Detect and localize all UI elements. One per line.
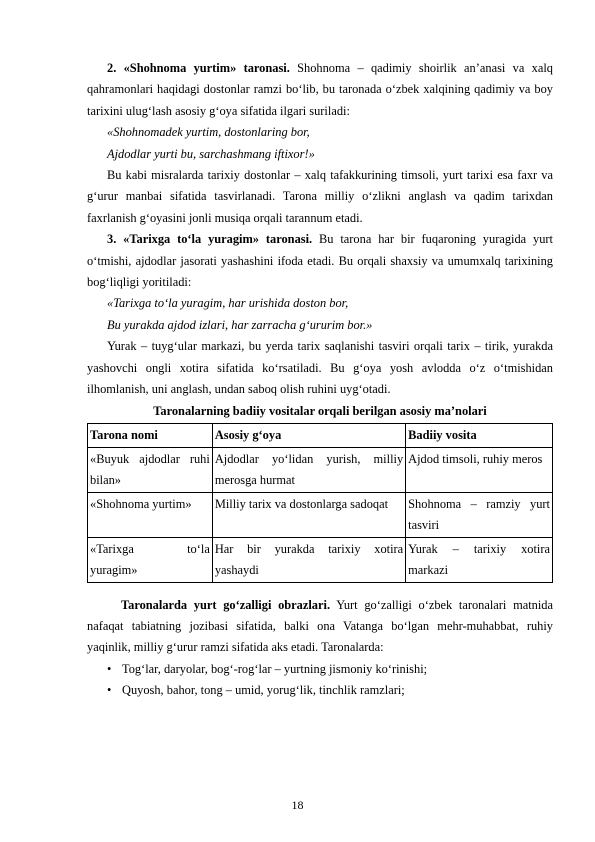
section-2-text: Shohnoma – qadimiy shoirlik an’anasi va xalq qahramonlari haqidagi dostonlar ramzi bo‘lib, bu taronada o‘zbek xalqining qadimiy va boy tarixini ulug‘lash asosiy g‘oya sifatida ilgari suriladi: <box>87 61 553 118</box>
list-item: • Quyosh, bahor, tong – umid, yorug‘lik, tinchlik ramzlari; <box>122 680 553 701</box>
page-content <box>87 58 553 702</box>
section-3-verse-1: «Tarixga to‘la yuragim, har urishida doston bor, <box>107 296 349 311</box>
table-cell: Yurak – tarixiy xotira markazi <box>406 537 553 582</box>
section-3-paragraph <box>87 229 553 293</box>
section-2-title: 2. «Shohnoma yurtim» taronasi. <box>107 61 290 75</box>
table-cell: Har bir yurakda tarixiy xotira yashaydi <box>212 537 405 582</box>
table-cell: «Shohnoma yurtim» <box>88 492 213 537</box>
closing-paragraph <box>87 595 553 659</box>
table-cell: Ajdodlar yo‘lidan yurish, milliy merosga hurmat <box>212 447 405 492</box>
section-2-verse-1: «Shohnomadek yurtim, dostonlaring bor, <box>107 125 310 140</box>
section-2-verse-2: Ajdodlar yurti bu, sarchashmang iftixor!» <box>107 146 315 161</box>
section-2-after: Bu kabi misralarda tarixiy dostonlar – xalq tafakkurining timsoli, yurt tarixi esa faxr va g‘urur manbai sifatida tasvirlanadi. Tarona milliy o‘zlikni anglash va qadim tarixdan faxrlanish g‘oyasini jonli musiqa orqali tarannum etadi. <box>87 168 553 225</box>
section-3-title: 3. «Tarixga to‘la yuragim» taronasi. <box>107 232 313 247</box>
list-item: • Tog‘lar, daryolar, bog‘-rog‘lar – yurtning jismoniy ko‘rinishi; <box>122 659 553 680</box>
table-row <box>88 447 553 492</box>
table-header-row <box>88 423 553 447</box>
table-header: Badiiy vosita <box>406 423 553 447</box>
table-cell: Milliy tarix va dostonlarga sadoqat <box>212 492 405 537</box>
table-header: Asosiy g‘oya <box>212 423 405 447</box>
table-caption: Taronalarning badiiy vositalar orqali berilgan asosiy ma’nolari <box>153 403 487 418</box>
section-3-verse-2: Bu yurakda ajdod izlari, har zarracha g‘ururim bor.» <box>107 317 373 332</box>
table-row <box>88 537 553 582</box>
table-cell: Shohnoma – ramziy yurt tasviri <box>406 492 553 537</box>
table-row <box>88 492 553 537</box>
closing-title: Taronalarda yurt go‘zalligi obrazlari. <box>121 597 331 612</box>
table-header: Tarona nomi <box>88 423 213 447</box>
bullet-list <box>87 659 553 702</box>
table-cell: «Buyuk ajdodlar ruhi bilan» <box>88 447 213 492</box>
page-number: 18 <box>291 798 304 812</box>
section-2-paragraph <box>87 58 553 122</box>
table-cell: «Tarixga to‘la yuragim» <box>88 537 213 582</box>
table-cell: Ajdod timsoli, ruhiy meros <box>406 447 553 492</box>
section-3-text: Bu tarona har bir fuqaroning yuragida yurt o‘tmishi, ajdodlar jasorati yashashini ifoda etadi. Bu orqali shaxsiy va umumxalq tarixining bog‘liqligi yoritiladi: <box>87 232 553 290</box>
closing-text: Yurt go‘zalligi o‘zbek taronalari matnida nafaqat tabiatning jozibasi sifatida, balki ona Vatanga bo‘lgan mehr-muhabbat, ruhiy yaqinlik, milliy g‘urur ramzi sifatida aks etadi. Taronalarda: <box>87 597 553 655</box>
section-3-after: Yurak – tuyg‘ular markazi, bu yerda tarix saqlanishi tasviri orqali tarix – tirik, yurakda yashovchi ongli xotira sifatida ko‘rsatiladi. Bu g‘oya yosh avlodda o‘z o‘tmishidan ilhomlanish, uni anglash, undan saboq olish ruhini uyg‘otadi. <box>87 339 553 397</box>
meanings-table <box>87 423 553 583</box>
